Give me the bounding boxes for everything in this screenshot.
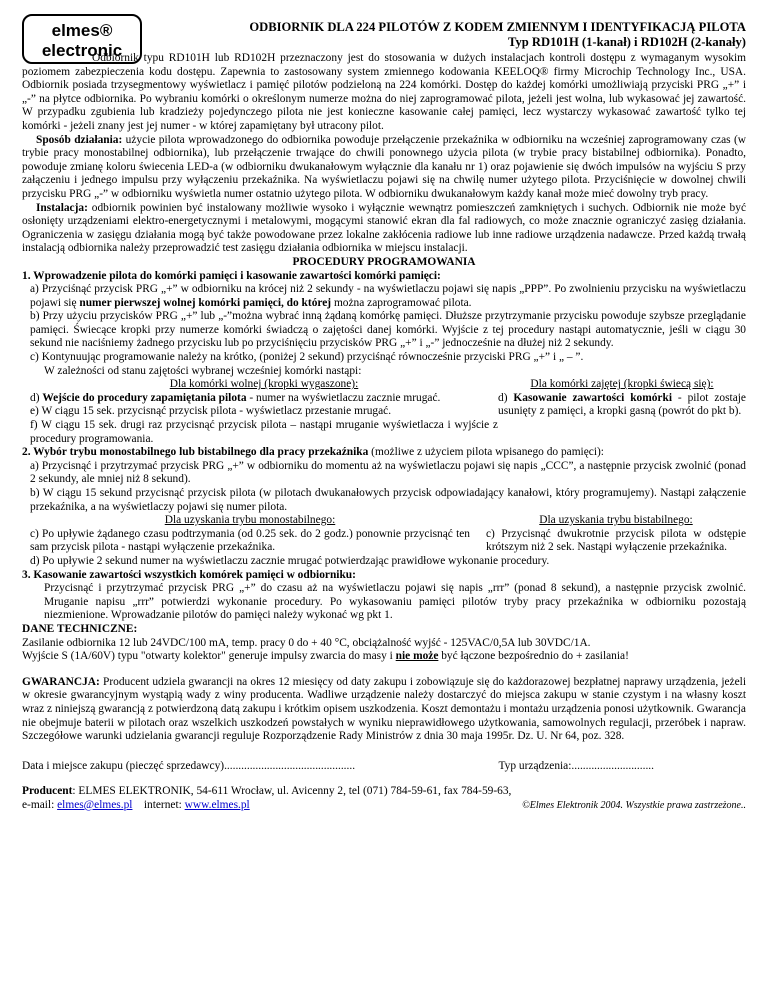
- warranty-title: GWARANCJA:: [22, 675, 100, 688]
- tech-title: DANE TECHNICZNE:: [22, 622, 138, 635]
- bi-step-c: c) Przycisnąć dwukrotnie przycisk pilota w odstępie krótszym niż 2 sek. Nastąpi wyłączenie przekaźnika.: [486, 527, 746, 554]
- section3-text: Przycisnąć i przytrzymać przycisk PRG „+” do czasu aż na wyświetlaczu pojawi się napis „rrr” (ponad 8 sekund), a następnie przycisk zwolnić. Mruganie napisu „rrr” potwierdzi wykonanie procedury. Po wykasowaniu pamięci pilotów tryby pracy przekaźnika w odbiorniku pozostają niezmienione. Wprowadzanie pilotów do pamięci należy wykonać wg pkt 1.: [44, 582, 746, 622]
- step-e: e) W ciągu 15 sek. przycisnąć przycisk pilota - wyświetlacz przestanie mrugać.: [30, 405, 392, 418]
- website-link[interactable]: www.elmes.pl: [184, 798, 250, 811]
- step-a-text: a) Przyciśnąć przycisk PRG „+” w odbiorniku na krócej niż 2 sekundy - na wyświetlaczu pojawi się napis „PPP”. Po zwolnieniu przycisku na wyświetlaczu pojawi się: [30, 283, 746, 309]
- tech-line2: [22, 650, 746, 664]
- install-heading: Instalacja:: [36, 201, 88, 214]
- producer-line: [22, 785, 746, 799]
- step-dr-rest: - pilot zostaje usunięty z pamięci, a kropki gasną (powrót do pkt b).: [498, 391, 746, 418]
- section1-columns: [22, 378, 746, 446]
- document-body: [22, 52, 746, 812]
- purchase-fields: [22, 760, 746, 774]
- tech-line2b: nie może: [395, 650, 439, 663]
- bi-heading: Dla uzyskania trybu bistabilnego:: [539, 514, 693, 527]
- section2-step-a: a) Przycisnąć i przytrzymać przycisk PRG „+” w odbiorniku do momentu aż na wyświetlaczu pojawi się napis „CCC”, a następnie przycisk zwolnić (ponad 2 sekundy, ale mniej niż 8 sekund).: [30, 459, 746, 486]
- step-a-bold: numer pierwszej wolnej komórki pamięci, do której: [79, 296, 332, 309]
- mono-column: [22, 514, 470, 555]
- step-d-right: d) Kasowanie zawartości komórki - pilot zostaje usunięty z pamięci, a kropki gasną (powrót do pkt b).: [498, 391, 746, 418]
- step-d-bold: Wejście do procedury zapamiętania pilota: [42, 391, 247, 404]
- section2-title: [22, 446, 746, 460]
- operation-text: użycie pilota wprowadzonego do odbiornika powoduje przełączenie przekaźnika w odbiorniku na wcześniej zaprogramowany czas (w trybie pracy monostabilnej odbiornika), lub przełączenie trwające do chwili ponownego użycia pilota (w trybie pracy bistabilnej odbiornika). Ponadto, powoduje zmianę koloru świecenia LED-a (w odbiorniku dwukanałowym wyłącznie dla kanału nr 1) oraz pojawienie się dwóch impulsów na wyjściu S przy załączeniu i jednego impulsu przy wyłączeniu przekaźnika. Na wyświetlaczu pojawi się na chwilę numer użytego pilota. Przyciśnięcie w dowolnej chwili przycisku PRG „-” w odbiorniku wyświetla numer ostatnio użytego pilota. W odbiorniku dwukanałowym każdy kanał może mieć dowolny tryb pracy.: [22, 133, 746, 200]
- copyright-notice: ©Elmes Elektronik 2004. Wszystkie prawa zastrzeżone..: [522, 799, 746, 811]
- mono-heading: Dla uzyskania trybu monostabilnego:: [164, 514, 336, 527]
- busy-cell-heading: Dla komórki zajętej (kropki świecą się):: [530, 378, 714, 391]
- tech-line2c: być łączone bezpośrednio do + zasilania!: [438, 650, 629, 663]
- section1-title: 1. Wprowadzenie pilota do komórki pamięci i kasowanie zawartości komórki pamięci:: [22, 269, 441, 282]
- operation-heading: Sposób działania:: [36, 133, 123, 146]
- warranty-text: Producent udziela gwarancji na okres 12 miesięcy od daty zakupu i zobowiązuje się do każdorazowej bezpłatnej naprawy urządzenia, jeżeli w okresie gwarancyjnym wystąpią wady z winy producenta. Wadliwe urządzenie należy dostarczyć do miejsca zakupu w stanie czystym i na własny koszt wraz z niniejszą gwarancją z potwierdzoną datą zakupu i krótkim opisem uszkodzenia. Koszt demontażu i montażu urządzenia ponosi użytkownik. Gwarancja nie obejmuje baterii w pilotach oraz wszelkich uszkodzeń powstałych w wyniku nieprawidłowego użytkowania, samowolnych regulacji, przeróbek i napraw. Szczegółowe warunki udzielania gwarancji reguluje Rozporządzenie Rady Ministrów z dnia 30 maja 1995r. Dz. U. Nr 64, poz. 328.: [22, 675, 746, 743]
- section1-step-c: c) Kontynuując programowanie należy na krótko, (poniżej 2 sekund) przyciśnąć równocześnie przyciski PRG „+” i „ – ”.: [30, 351, 584, 364]
- section2-title-bold: 2. Wybór trybu monostabilnego lub bistabilnego dla pracy przekaźnika: [22, 446, 369, 459]
- step-f: f) W ciągu 15 sek. drugi raz przycisnąć przycisk pilota – nastąpi mruganie wyświetlacza i wyjście z procedury programowania.: [30, 419, 498, 445]
- section2-title-rest: (możliwe z użyciem pilota wpisanego do pamięci):: [368, 446, 604, 459]
- install-text: odbiornik powinien być instalowany możliwie wysoko i wyłącznie wewnątrz pomieszczeń zamkniętych i suchych. Odbiornik nie może być osłonięty urządzeniami elektro-energetycznymi i metalowymi, mogącymi stanowić ekran dla fal radiowych, co może znacznie ograniczyć zasięg działania. Ograniczenia w zasięgu działania mogą być także powodowane przez lokalne zakłócenia radiowe lub inne radiowe urządzenia nadawcze. Przed każdą trwałą instalacją odbiornika należy przeprowadzić test zasięgu działania odbiornika w miejscu instalacji.: [22, 201, 746, 255]
- document-subtitle: Typ RD101H (1-kanał) i RD102H (2-kanały): [507, 35, 746, 49]
- document-header: [150, 20, 746, 50]
- intro-paragraph: Odbiornik typu RD101H lub RD102H przeznaczony jest do stosowania w dużych instalacjach kontroli dostępu z wymaganym wysokim poziomem zabezpieczenia kodu dostępu. Zapewnia to zastosowany system zmiennego kodowania KEELOQ® firmy Microchip Technology Inc., USA. Odbiornik posiada trzysegmentowy wyświetlacz i pamięć pilotów podzieloną na 224 komórki. Dostęp do każdej komórki umożliwiają przyciski PRG „+” i „-” na płytce odbiornika. Po wybraniu komórki o określonym numerze można do niej zaprogramować pilota, jeżeli jest wolna, lub wykasować jej zawartość. W przypadku zgubienia lub kradzieży pojedynczego pilota nie jest konieczne kasowanie całej pamięci, lecz wystarczy wykasować zawartość tylko tej komórki - jeżeli znany jest jej numer - w której zapamiętany był utracony pilot.: [22, 52, 746, 132]
- producer-text: : ELMES ELEKTRONIK, 54-611 Wrocław, ul. Avicenny 2, tel (071) 784-59-61, fax 784-59-63,: [72, 785, 512, 798]
- install-paragraph: [22, 202, 746, 256]
- contact-line: [22, 799, 746, 813]
- section2-columns: [22, 514, 746, 555]
- logo-line1: elmes®: [51, 21, 113, 40]
- section1-step-a: [22, 283, 746, 310]
- section3-title: 3. Kasowanie zawartości wszystkich komórek pamięci w odbiorniku:: [22, 568, 356, 581]
- section2-step-d: d) Po upływie 2 sekund numer na wyświetlaczu zacznie mrugać potwierdzając prawidłowe wykonanie procedury.: [30, 554, 550, 567]
- internet-label: internet:: [143, 798, 185, 811]
- procedures-title: PROCEDURY PROGRAMOWANIA: [292, 255, 476, 268]
- free-cell-heading: Dla komórki wolnej (kropki wygaszone):: [169, 378, 359, 391]
- device-type-field[interactable]: Typ urządzenia:.............................: [498, 759, 654, 772]
- tech-line1: Zasilanie odbiornika 12 lub 24VDC/100 mA, temp. pracy 0 do + 40 °C, obciążalność wyjść - 125VAC/0,5A lub 30VDC/1A.: [22, 636, 591, 649]
- warranty-paragraph: [22, 676, 746, 744]
- bi-column: [470, 514, 746, 555]
- tech-title-text: DANE TECHNICZNE: [22, 622, 134, 635]
- operation-paragraph: [22, 134, 746, 202]
- document-title: ODBIORNIK DLA 224 PILOTÓW Z KODEM ZMIENNYM I IDENTYFIKACJĄ PILOTA: [249, 20, 746, 34]
- mono-step-c: c) Po upływie żądanego czasu podtrzymania (od 0.25 sek. do 2 godz.) ponownie przycisnąć ten sam przycisk pilota - nastąpi wyłączenie przekaźnika.: [30, 527, 470, 554]
- email-label: e-mail:: [22, 798, 58, 811]
- section1-step-c2: W zależności od stanu zajętości wybranej wcześniej komórki nastąpi:: [44, 364, 362, 377]
- step-dr-bold: Kasowanie zawartości komórki: [513, 391, 672, 404]
- section2-step-b: b) W ciągu 15 sekund przycisnąć przycisk pilota (w pilotach dwukanałowych przycisk odpowiadający kanałowi, który programujemy). Nastąpi załączenie przekaźnika, a na wyświetlaczy pojawi się numer pilota.: [30, 487, 746, 513]
- producer-label: Producent: [22, 785, 73, 798]
- purchase-date-field[interactable]: Data i miejsce zakupu (pieczęć sprzedawcy)..............................................: [22, 759, 356, 772]
- section1-step-b: b) Przy użyciu przycisków PRG „+” lub „-”można wybrać inną żądaną komórkę pamięci. Dłuższe przytrzymanie przycisku powoduje szybsze przeglądanie pamięci. Świecące kropki przy numerze komórki świadczą o zajętości danej komórki. Wyjście z tej procedury nastąpi automatycznie, jeśli w ciągu 30 sekund nie naciśniemy żadnego przycisku lub po przyciśnięciu przycisków PRG „+” i „-” jednocześnie na dłużej niż 2 sekundy.: [30, 310, 746, 350]
- logo-line2: electronic: [41, 41, 123, 60]
- section3-title-text: 3. Kasowanie zawartości wszystkich komórek pamięci w odbiorniku: [22, 568, 353, 581]
- email-link[interactable]: elmes@elmes.pl: [57, 798, 133, 811]
- busy-cell-column: [498, 378, 746, 446]
- free-cell-column: [22, 378, 498, 446]
- step-a-end: można zaprogramować pilota.: [331, 296, 472, 309]
- tech-line2a: Wyjście S (1A/60V) typu "otwarty kolektor" generuje impulsy zwarcia do masy i: [22, 650, 396, 663]
- step-d-rest: - numer na wyświetlaczu zacznie mrugać.: [246, 391, 441, 404]
- step-d-left: d) Wejście do procedury zapamiętania pilota - numer na wyświetlaczu zacznie mrugać.: [30, 391, 441, 404]
